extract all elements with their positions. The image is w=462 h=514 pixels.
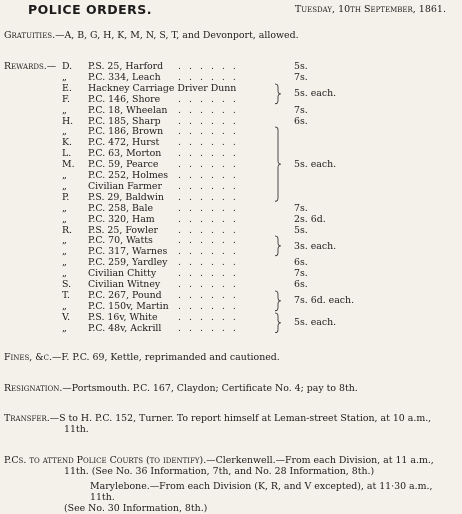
- reward-name: Civilian Chitty: [88, 268, 157, 280]
- reward-division: R.: [62, 224, 73, 236]
- leader-dots: ......: [178, 126, 244, 138]
- reward-row: [4, 170, 456, 181]
- group-brace: [274, 312, 282, 334]
- leader-dots: ......: [178, 104, 244, 116]
- reward-amount: 6s.: [294, 115, 308, 127]
- reward-division: E.: [62, 82, 72, 94]
- group-amount: 5s. each.: [294, 317, 337, 329]
- reward-amount: 7s.: [294, 268, 308, 280]
- reward-amount: 7s.: [294, 202, 308, 214]
- reward-division: „: [62, 300, 67, 312]
- leader-dots: ......: [178, 257, 244, 269]
- reward-row: [4, 246, 456, 257]
- reward-division: F.: [62, 93, 71, 105]
- reward-division: „: [62, 257, 67, 269]
- page-header: [0, 2, 462, 18]
- leader-dots: ......: [178, 311, 244, 323]
- fines-text: F. P.C. 69, Kettle, reprimanded and cautioned.: [61, 352, 280, 363]
- leader-dots: ......: [178, 300, 244, 312]
- police-courts-line-4: (See No. 30 Information, 8th.): [64, 503, 208, 514]
- leader-dots: ......: [178, 159, 244, 171]
- reward-amount: 7s.: [294, 104, 308, 116]
- reward-row: [4, 323, 456, 334]
- police-courts-line-1: Clerkenwell.—From each Division, at 11 a.m.,: [215, 455, 434, 466]
- reward-row: [4, 116, 456, 127]
- group-brace: [274, 126, 282, 202]
- reward-name: Civilian Witney: [88, 279, 161, 290]
- leader-dots: ......: [178, 71, 244, 83]
- reward-division: „: [62, 104, 67, 116]
- reward-name: P.S. 25, Harford: [88, 61, 164, 72]
- reward-name: P.S. 16v, White: [88, 311, 158, 323]
- reward-row: [4, 137, 456, 148]
- reward-amount: 7s.: [294, 71, 308, 83]
- reward-division: „: [62, 126, 67, 138]
- leader-dots: ......: [178, 180, 244, 192]
- reward-name: Hackney Carriage Driver Dunn: [88, 82, 237, 94]
- group-brace: [274, 290, 282, 312]
- leader-dots: ......: [178, 148, 244, 160]
- reward-row: [4, 148, 456, 159]
- leader-dots: ......: [178, 115, 244, 127]
- reward-name: P.S. 25, Fowler: [88, 224, 159, 236]
- reward-division: P.: [62, 191, 70, 203]
- leader-dots: ......: [178, 322, 244, 334]
- reward-division: „: [62, 170, 67, 181]
- leader-dots: ......: [178, 93, 244, 105]
- reward-row: [4, 159, 456, 170]
- resignation-section: [4, 383, 456, 394]
- reward-division: M.: [62, 159, 75, 171]
- reward-row: [4, 83, 456, 94]
- reward-row: [4, 214, 456, 225]
- reward-row: [4, 268, 456, 279]
- police-courts-section: [4, 455, 456, 514]
- reward-division: T.: [62, 289, 70, 301]
- reward-row: [4, 279, 456, 290]
- group-brace: [274, 235, 282, 257]
- leader-dots: ......: [178, 246, 244, 258]
- transfer-line-1: S to H. P.C. 152, Turner. To report himself at Leman-street Station, at 10 a.m.,: [59, 413, 432, 424]
- reward-name: P.C. 472, Hurst: [88, 137, 160, 149]
- transfer-label: Transfer.—: [4, 413, 60, 424]
- page-date: Tuesday, 10th September, 1861.: [294, 4, 446, 15]
- group-amount: 3s. each.: [294, 240, 337, 252]
- reward-division: „: [62, 213, 67, 225]
- reward-name: P.C. 252, Holmes: [88, 170, 169, 181]
- reward-division: „: [62, 71, 67, 83]
- reward-name: P.C. 59, Pearce: [88, 159, 159, 171]
- reward-division: D.: [62, 61, 73, 72]
- leader-dots: ......: [178, 202, 244, 214]
- reward-name: P.C. 317, Warnes: [88, 246, 168, 258]
- leader-dots: ......: [178, 61, 244, 72]
- police-courts-line-2: 11th. (See No. 36 Information, 7th, and No. 28 Information, 8th.): [64, 466, 375, 477]
- reward-row: [4, 257, 456, 268]
- reward-name: P.C. 146, Shore: [88, 93, 161, 105]
- transfer-line-2: 11th.: [64, 424, 89, 435]
- reward-amount: 5s.: [294, 224, 308, 236]
- group-brace: [274, 83, 282, 105]
- resignation-label: Resignation.—: [4, 383, 72, 394]
- reward-division: „: [62, 235, 67, 247]
- gratuities-section: [4, 30, 456, 41]
- leader-dots: ......: [178, 224, 244, 236]
- reward-row: [4, 105, 456, 116]
- reward-division: „: [62, 268, 67, 280]
- reward-name: P.C. 259, Yardley: [88, 257, 168, 269]
- reward-row: [4, 235, 456, 246]
- resignation-text: Portsmouth. P.C. 167, Claydon; Certificate No. 4; pay to 8th.: [71, 383, 358, 394]
- reward-name: P.C. 70, Watts: [88, 235, 153, 247]
- police-courts-line-3: Marylebone.—From each Division (K, R, and V excepted), at 11·30 a.m., 11th.: [90, 481, 433, 503]
- reward-name: P.C. 186, Brown: [88, 126, 164, 138]
- reward-row: [4, 181, 456, 192]
- reward-row: [4, 301, 456, 312]
- reward-division: „: [62, 322, 67, 334]
- leader-dots: ......: [178, 289, 244, 301]
- reward-amount: 5s.: [294, 61, 308, 72]
- reward-division: H.: [62, 115, 74, 127]
- group-amount: 5s. each.: [294, 159, 337, 171]
- rewards-section: [4, 61, 456, 333]
- page-title: POLICE ORDERS.: [28, 2, 153, 17]
- reward-division: „: [62, 180, 67, 192]
- reward-division: K.: [62, 137, 72, 149]
- reward-row: [4, 312, 456, 323]
- fines-label: Fines, &c.—: [4, 352, 62, 363]
- reward-row: [4, 192, 456, 203]
- group-amount: 5s. each.: [294, 88, 337, 100]
- leader-dots: ......: [178, 191, 244, 203]
- reward-amount: 2s. 6d.: [294, 213, 326, 225]
- leader-dots: ......: [178, 213, 244, 225]
- reward-division: „: [62, 246, 67, 258]
- police-courts-label: P.Cs. to attend Police Courts (to identify).—: [4, 455, 216, 466]
- reward-name: P.C. 320, Ham: [88, 213, 155, 225]
- reward-division: S.: [62, 279, 72, 290]
- rewards-label: Rewards.—: [4, 61, 57, 72]
- reward-amount: 6s.: [294, 257, 308, 269]
- reward-division: „: [62, 202, 67, 214]
- reward-name: P.S. 29, Baldwin: [88, 191, 164, 203]
- gratuities-text: A, B, G, H, K, M, N, S, T, and Devonport, allowed.: [64, 30, 299, 41]
- gratuities-label: Gratuities.—: [4, 30, 65, 41]
- reward-division: V.: [62, 311, 71, 323]
- group-amount: 7s. 6d. each.: [294, 295, 355, 307]
- reward-row: [4, 126, 456, 137]
- reward-name: P.C. 334, Leach: [88, 71, 161, 83]
- reward-name: P.C. 63, Morton: [88, 148, 162, 160]
- reward-name: P.C. 150v, Martin: [88, 300, 169, 312]
- leader-dots: ......: [178, 170, 244, 181]
- reward-name: P.C. 267, Pound: [88, 289, 162, 301]
- reward-amount: 6s.: [294, 279, 308, 290]
- leader-dots: ......: [178, 279, 244, 290]
- reward-row: [4, 61, 456, 72]
- reward-name: P.C. 48v, Ackrill: [88, 322, 162, 334]
- reward-row: [4, 203, 456, 214]
- reward-name: P.C. 258, Bale: [88, 202, 154, 214]
- leader-dots: ......: [178, 268, 244, 280]
- reward-row: [4, 94, 456, 105]
- fines-section: [4, 352, 456, 363]
- reward-division: L.: [62, 148, 72, 160]
- transfer-section: [4, 413, 456, 435]
- reward-name: Civilian Farmer: [88, 180, 162, 192]
- reward-name: P.C. 18, Wheelan: [88, 104, 168, 116]
- reward-row: [4, 225, 456, 236]
- reward-row: [4, 290, 456, 301]
- leader-dots: ......: [178, 235, 244, 247]
- reward-row: [4, 72, 456, 83]
- leader-dots: ......: [178, 137, 244, 149]
- reward-name: P.C. 185, Sharp: [88, 115, 161, 127]
